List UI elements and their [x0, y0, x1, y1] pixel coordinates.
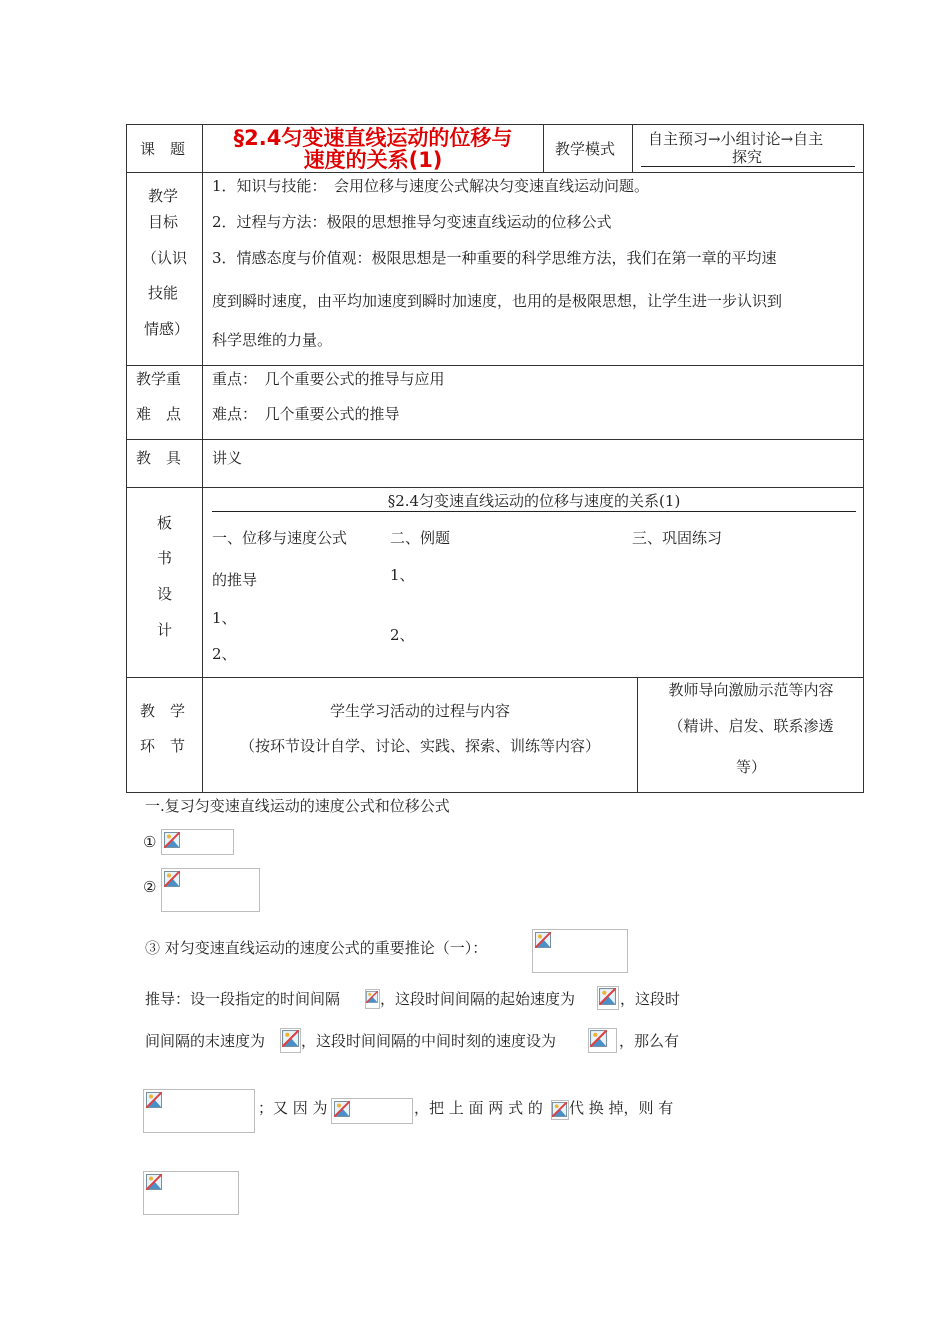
board-section-3: 三、巩固练习: [632, 529, 723, 547]
broken-image-icon: [164, 832, 180, 848]
board-section-2-item: 1、: [390, 566, 415, 584]
formula-1-marker: ①: [143, 833, 157, 851]
formula-image-inline: [588, 1028, 617, 1053]
broken-image-icon: [282, 1030, 299, 1047]
broken-image-icon: [164, 871, 180, 887]
broken-image-icon: [535, 932, 551, 948]
table-divider: [126, 365, 864, 366]
formula-2-marker: ②: [143, 878, 157, 896]
teacher-guidance-note: （精讲、启发、联系渗透: [668, 717, 834, 735]
board-section-1-item: 2、: [212, 645, 237, 663]
teaching-mode-label: 教学模式: [555, 140, 616, 158]
board-heading: §2.4匀变速直线运动的位移与速度的关系(1): [387, 492, 681, 510]
tools-label: 教 具: [136, 449, 182, 467]
derivation-text: ，这段时: [620, 990, 681, 1008]
board-section-2: 二、例题: [390, 529, 451, 547]
goals-label: 技能: [148, 284, 179, 302]
table-divider: [126, 439, 864, 440]
derivation-text: ，这段时间间隔的起始速度为: [380, 990, 576, 1008]
goal-attitude-cont: 科学思维的力量。: [212, 331, 333, 349]
formula-image-midpoint-velocity: [143, 1089, 255, 1133]
derivation-text: 推导：设一段指定的时间间隔: [145, 990, 341, 1008]
review-heading: 一.复习匀变速直线运动的速度公式和位移公式: [145, 797, 450, 815]
lesson-title-line1: §2.4匀变速直线运动的位移与: [233, 126, 513, 150]
derivation-text: ，这段时间间隔的中间时刻的速度设为: [301, 1032, 557, 1050]
stage-label-cont: 环 节: [140, 737, 186, 755]
formula-image-inline: [365, 989, 380, 1009]
broken-image-icon: [334, 1101, 350, 1117]
broken-image-icon: [366, 991, 378, 1003]
formula-image-inline: [280, 1028, 301, 1053]
keypoints-label-cont: 难 点: [136, 405, 182, 423]
formula-image-velocity: [161, 829, 234, 855]
goals-label: （认识: [142, 249, 188, 267]
board-heading-underline: [212, 511, 856, 512]
table-border-bottom: [126, 792, 864, 793]
derivation-text: ，那么有: [619, 1032, 680, 1050]
student-activity-note: （按环节设计自学、讨论、实践、探索、训练等内容）: [239, 737, 600, 755]
difficult-point: 难点： 几个重要公式的推导: [212, 405, 400, 423]
goal-knowledge: 1．知识与技能： 会用位移与速度公式解决匀变速直线运动问题。: [212, 177, 650, 195]
broken-image-icon: [599, 988, 616, 1005]
table-divider: [126, 677, 864, 678]
board-label: 书: [157, 549, 173, 567]
teaching-mode-value: 自主预习→小组讨论→自主: [648, 130, 824, 148]
subject-label: 课 题: [140, 140, 186, 158]
board-label: 板: [157, 514, 173, 532]
table-divider: [126, 487, 864, 488]
broken-image-icon: [146, 1092, 162, 1108]
goals-label: 目标: [148, 213, 179, 231]
table-border-top: [126, 124, 864, 125]
student-activity-heading: 学生学习活动的过程与内容: [329, 702, 510, 720]
formula-image-inline: [597, 986, 619, 1010]
mode-underline: [641, 166, 855, 167]
board-section-1-item: 1、: [212, 609, 237, 627]
broken-image-icon: [552, 1102, 567, 1117]
table-divider: [126, 172, 864, 173]
table-border-left: [126, 124, 127, 793]
derivation-text: ；又 因 为: [258, 1099, 328, 1117]
board-section-2-item: 2、: [390, 626, 415, 644]
teaching-mode-value-cont: 探究: [732, 148, 763, 166]
formula-image-displacement: [161, 868, 260, 912]
broken-image-icon: [146, 1174, 162, 1190]
formula-image-inference: [532, 929, 628, 973]
teacher-guidance-heading: 教师导向激励示范等内容: [668, 681, 834, 699]
formula-image-inline: [551, 1100, 569, 1120]
formula-image-result: [143, 1171, 239, 1215]
stage-label: 教 学: [140, 702, 186, 720]
goal-attitude-cont: 度到瞬时速度，由平均加速度到瞬时加速度，也用的是极限思想，让学生进一步认识到: [212, 292, 783, 310]
board-section-1-cont: 的推导: [212, 571, 258, 589]
goals-label: 情感）: [144, 320, 190, 338]
tools-value: 讲义: [212, 449, 243, 467]
inference-one-text: ③ 对匀变速直线运动的速度公式的重要推论（一）：: [145, 939, 488, 957]
goals-label: 教学: [148, 187, 179, 205]
derivation-text: 间间隔的末速度为: [145, 1032, 266, 1050]
goal-attitude: 3．情感态度与价值观：极限思想是一种重要的科学思维方法，我们在第一章的平均速: [212, 249, 777, 267]
derivation-text: ，把 上 面 两 式 的: [414, 1099, 543, 1117]
lesson-title-line2: 速度的关系(1): [303, 148, 443, 172]
goal-process: 2．过程与方法：极限的思想推导匀变速直线运动的位移公式: [212, 213, 612, 231]
table-divider: [543, 124, 544, 172]
teacher-guidance-note-cont: 等）: [735, 758, 766, 776]
broken-image-icon: [590, 1030, 607, 1047]
keypoints-label: 教学重: [136, 370, 182, 388]
key-point: 重点： 几个重要公式的推导与应用: [212, 370, 445, 388]
formula-image-end-velocity: [331, 1098, 413, 1124]
board-label: 计: [157, 621, 173, 639]
table-label-column-divider: [202, 124, 203, 793]
derivation-text: 代 换 掉，则 有: [569, 1099, 674, 1117]
board-section-1: 一、位移与速度公式: [212, 529, 348, 547]
table-divider: [632, 124, 633, 172]
board-label: 设: [157, 585, 173, 603]
